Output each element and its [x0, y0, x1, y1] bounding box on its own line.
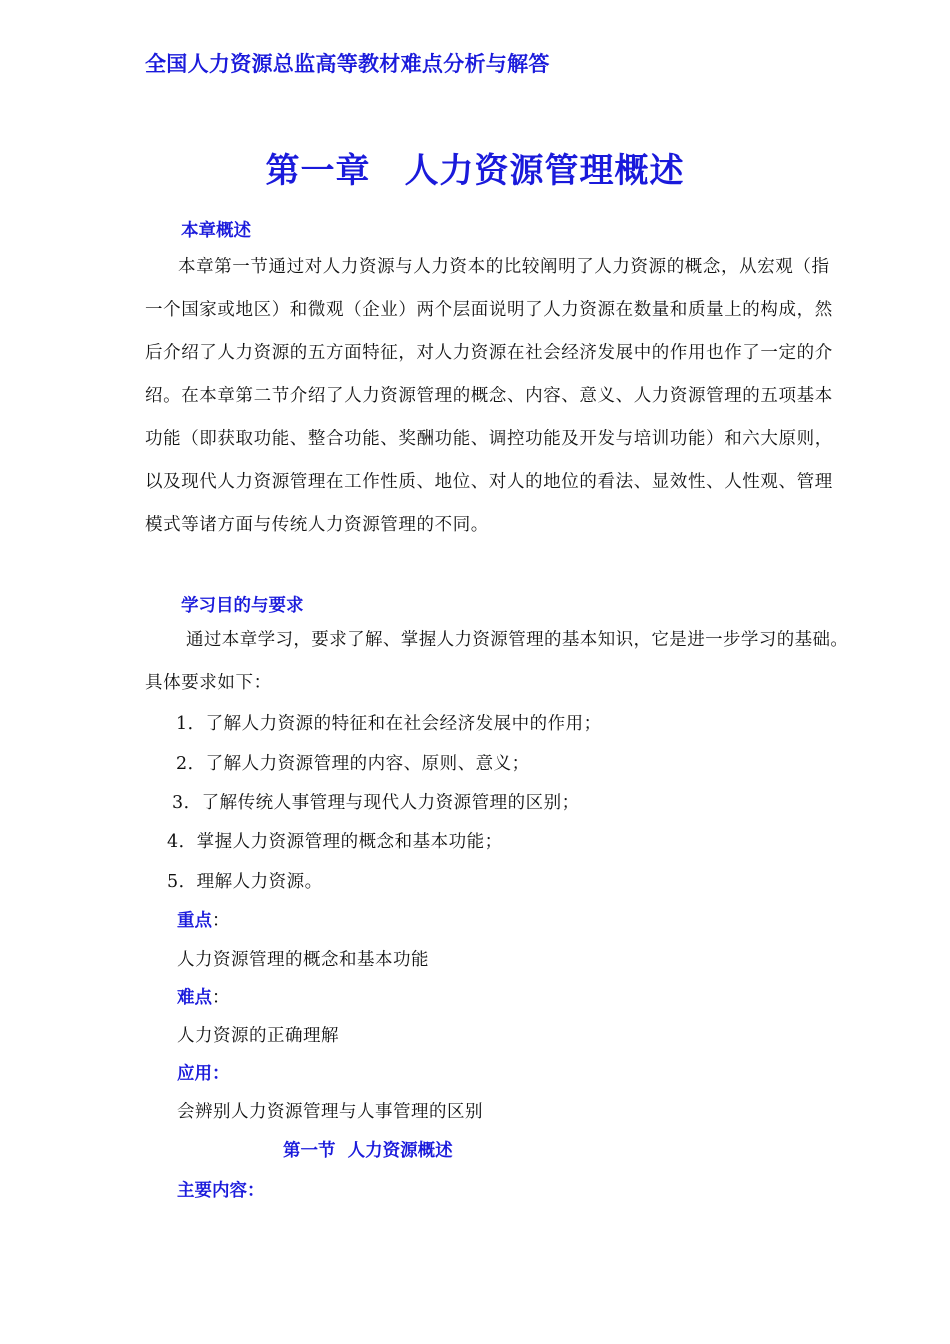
difficulty-label-row — [177, 984, 230, 1009]
objectives-intro-line-1: 通过本章学习，要求了解、掌握人力资源管理的基本知识，它是进一步学习的基础。 — [186, 630, 849, 650]
main-content-label: 主要内容： — [177, 1181, 265, 1201]
focus-label: 重点 — [177, 911, 212, 931]
objective-item-2: 2．了解人力资源管理的内容、原则、意义； — [176, 754, 530, 774]
focus-label-row — [177, 907, 230, 932]
overview-line-6: 以及现代人力资源管理在工作性质、地位、对人的地位的看法、显效性、人性观、管理 — [145, 472, 833, 492]
overview-heading: 本章概述 — [181, 221, 251, 241]
overview-line-1: 本章第一节通过对人力资源与人力资本的比较阐明了人力资源的概念，从宏观（指 — [178, 257, 830, 277]
application-text: 会辨别人力资源管理与人事管理的区别 — [177, 1102, 483, 1122]
objectives-heading: 学习目的与要求 — [181, 596, 304, 616]
chapter-title — [0, 143, 950, 192]
overview-line-7: 模式等诸方面与传统人力资源管理的不同。 — [145, 515, 489, 535]
document-header: 全国人力资源总监高等教材难点分析与解答 — [145, 52, 550, 76]
chapter-name: 人力资源管理概述 — [404, 151, 685, 191]
focus-text: 人力资源管理的概念和基本功能 — [177, 950, 429, 970]
difficulty-colon: ： — [212, 988, 230, 1008]
overview-line-3: 后介绍了人力资源的五方面特征，对人力资源在社会经济发展中的作用也作了一定的介 — [145, 343, 833, 363]
overview-line-5: 功能（即获取功能、整合功能、奖酬功能、调控功能及开发与培训功能）和六大原则， — [145, 429, 833, 449]
objective-item-1: 1．了解人力资源的特征和在社会经济发展中的作用； — [176, 714, 602, 734]
objectives-intro-line-2: 具体要求如下： — [145, 673, 272, 693]
overview-line-2: 一个国家或地区）和微观（企业）两个层面说明了人力资源在数量和质量上的构成，然 — [145, 300, 833, 320]
section-title: 第一节 人力资源概述 — [283, 1141, 453, 1161]
difficulty-text: 人力资源的正确理解 — [177, 1026, 339, 1046]
objective-item-5: 5．理解人力资源。 — [167, 872, 323, 892]
objective-item-3: 3．了解传统人事管理与现代人力资源管理的区别； — [172, 793, 580, 813]
difficulty-label: 难点 — [177, 988, 212, 1008]
focus-colon: ： — [212, 911, 230, 931]
chapter-number: 第一章 — [265, 151, 371, 191]
objective-item-4: 4．掌握人力资源管理的概念和基本功能； — [167, 832, 503, 852]
overview-line-4: 绍。在本章第二节介绍了人力资源管理的概念、内容、意义、人力资源管理的五项基本 — [145, 386, 833, 406]
application-label: 应用： — [177, 1064, 230, 1084]
